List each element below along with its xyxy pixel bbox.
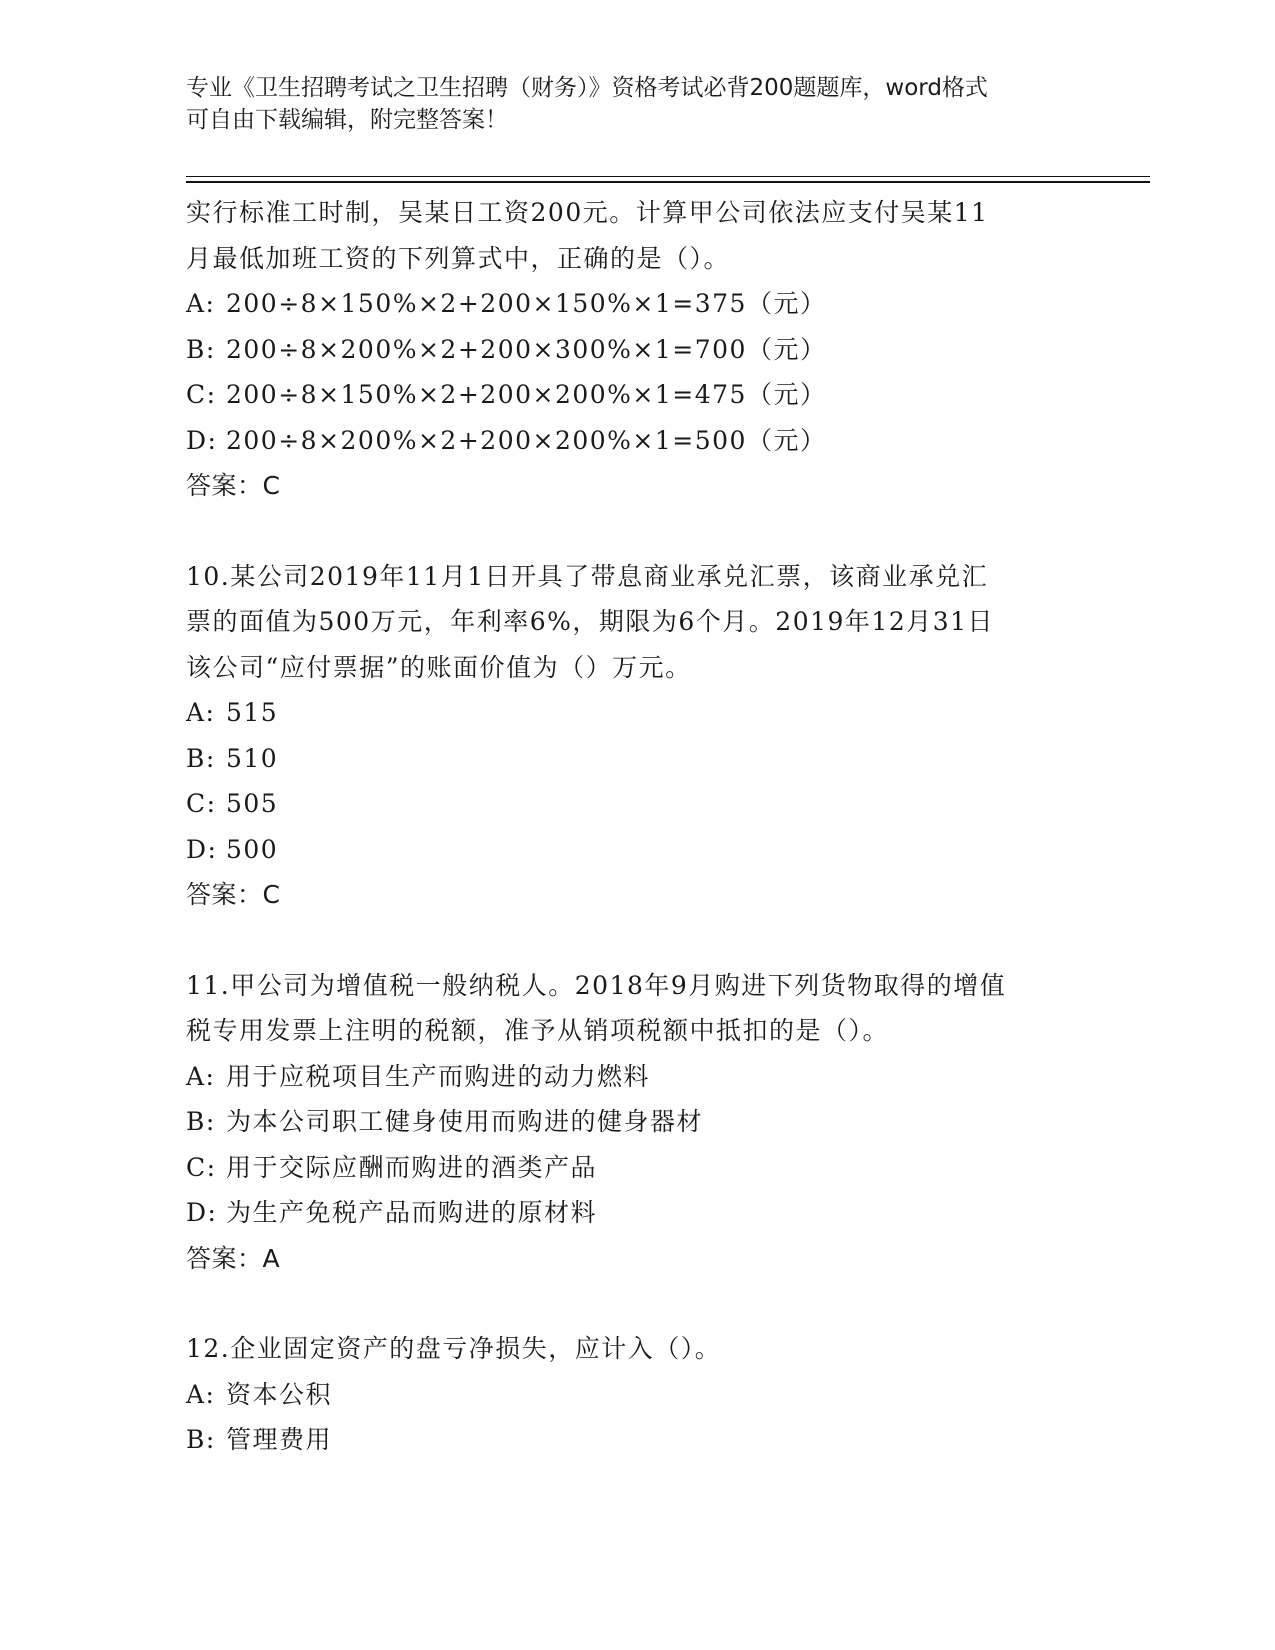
option-b (186, 1099, 1086, 1145)
question-stem-line: 10.某公司2019年11月1日开具了带息商业承兑汇票，该商业承兑汇 (186, 561, 989, 591)
option-label: D: (186, 834, 218, 864)
option-label: D: (186, 425, 218, 455)
question-11 (186, 963, 1086, 1282)
option-c (186, 372, 1086, 418)
header-line-2: 可自由下载编辑，附完整答案！ (186, 107, 508, 133)
option-label: B: (186, 743, 216, 773)
option-label: C: (186, 380, 217, 409)
option-text: 为本公司职工健身使用而购进的健身器材 (226, 1107, 704, 1136)
option-text: 515 (226, 698, 279, 727)
spacer (186, 918, 1086, 963)
header-divider-thin (186, 176, 1150, 177)
option-label: D: (186, 1198, 218, 1227)
answer-line: 答案：A (186, 1243, 281, 1273)
question-10 (186, 554, 1086, 918)
question-stem-line: 实行标准工时制，吴某日工资200元。计算甲公司依法应支付吴某11 (186, 198, 989, 227)
header-line-1: 专业《卫生招聘考试之卫生招聘（财务）》资格考试必背200题题库，word格式 (186, 75, 988, 101)
option-b (186, 1417, 1086, 1463)
option-text: 200÷8×150%×2+200×200%×1=475（元） (226, 380, 827, 409)
option-text: 为生产免税产品而购进的原材料 (226, 1198, 598, 1227)
question-stem-line: 税专用发票上注明的税额，准予从销项税额中抵扣的是（）。 (186, 1016, 890, 1045)
option-label: C: (186, 789, 217, 818)
option-d (186, 418, 1086, 464)
option-text: 200÷8×150%×2+200×150%×1=375（元） (226, 289, 827, 318)
document-header (186, 72, 1076, 136)
question-12 (186, 1326, 1086, 1463)
option-b (186, 327, 1086, 373)
option-text: 资本公积 (226, 1379, 333, 1409)
question-9 (186, 190, 1086, 509)
question-stem-line: 票的面值为500万元，年利率6%，期限为6个月。2019年12月31日 (186, 607, 995, 636)
option-text: 200÷8×200%×2+200×300%×1=700（元） (226, 334, 827, 364)
answer-line: 答案：C (186, 880, 281, 909)
option-label: C: (186, 1152, 217, 1182)
option-text: 505 (226, 789, 279, 818)
option-text: 200÷8×200%×2+200×200%×1=500（元） (226, 425, 827, 455)
option-text: 510 (226, 743, 279, 773)
option-d (186, 1190, 1086, 1236)
option-label: A: (186, 698, 216, 727)
question-stem-line: 该公司“应付票据”的账面价值为（）万元。 (186, 652, 692, 682)
option-label: A: (186, 289, 216, 318)
question-stem-line: 12.企业固定资产的盘亏净损失，应计入（）。 (186, 1334, 722, 1363)
question-list (186, 190, 1086, 1463)
option-text: 用于交际应酬而购进的酒类产品 (226, 1152, 598, 1182)
option-text: 管理费用 (226, 1425, 333, 1454)
spacer (186, 509, 1086, 554)
header-divider-thick (186, 181, 1150, 183)
question-stem-line: 11.甲公司为增值税一般纳税人。2018年9月购进下列货物取得的增值 (186, 970, 1007, 1000)
option-c (186, 781, 1086, 827)
option-b (186, 736, 1086, 782)
option-a (186, 690, 1086, 736)
option-label: B: (186, 1107, 216, 1136)
spacer (186, 1281, 1086, 1326)
option-label: A: (186, 1379, 216, 1409)
option-a (186, 1372, 1086, 1418)
option-a (186, 1054, 1086, 1100)
option-label: B: (186, 1425, 216, 1454)
option-label: A: (186, 1061, 216, 1091)
answer-line: 答案：C (186, 471, 281, 500)
option-d (186, 827, 1086, 873)
option-c (186, 1145, 1086, 1191)
option-text: 500 (226, 834, 279, 864)
option-a (186, 281, 1086, 327)
option-text: 用于应税项目生产而购进的动力燃料 (226, 1061, 651, 1091)
question-stem-line: 月最低加班工资的下列算式中，正确的是（）。 (186, 243, 731, 273)
option-label: B: (186, 334, 216, 364)
